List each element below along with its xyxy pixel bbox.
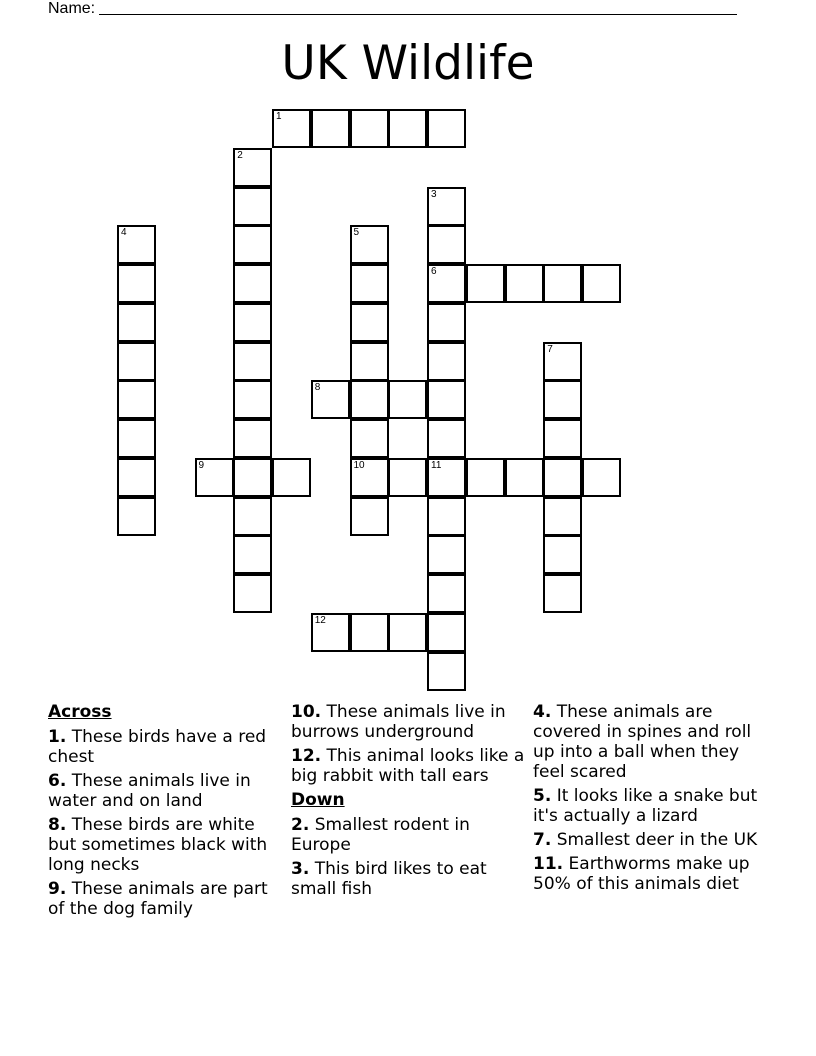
grid-cell[interactable] (466, 264, 505, 303)
grid-cell[interactable] (543, 458, 582, 497)
clue-number: 10 (353, 459, 365, 471)
clue-across-8: 8. These birds are white but sometimes black with long necks (48, 815, 268, 875)
clue-down-11: 11. Earthworms make up 50% of this animals diet (533, 854, 750, 894)
grid-cell[interactable] (233, 497, 272, 536)
grid-cell[interactable] (427, 342, 466, 381)
grid-cell[interactable] (233, 187, 272, 226)
grid-cell[interactable] (117, 342, 156, 381)
grid-cell[interactable] (350, 458, 389, 497)
grid-cell[interactable] (543, 535, 582, 574)
grid-cell[interactable] (427, 652, 466, 691)
grid-cell[interactable] (272, 109, 311, 148)
clue-number: 11 (431, 459, 442, 471)
grid-cell[interactable] (195, 458, 234, 497)
clue-number: 4 (121, 227, 127, 239)
clue-down-2: 2. Smallest rodent in Europe (291, 815, 470, 855)
grid-cell[interactable] (233, 342, 272, 381)
grid-cell[interactable] (233, 264, 272, 303)
clue-down-3: 3. This bird likes to eat small fish (291, 859, 487, 899)
clues-column-2 (291, 702, 531, 903)
grid-cell[interactable] (427, 264, 466, 303)
grid-cell[interactable] (233, 574, 272, 613)
grid-cell[interactable] (350, 225, 389, 264)
grid-cell[interactable] (427, 109, 466, 148)
grid-cell[interactable] (233, 148, 272, 187)
grid-cell[interactable] (427, 458, 466, 497)
clue-number: 8 (314, 382, 321, 394)
grid-cell[interactable] (117, 419, 156, 458)
grid-cell[interactable] (543, 419, 582, 458)
clue-across-12: 12. This animal looks like a big rabbit with tall ears (291, 746, 525, 786)
grid-cell[interactable] (233, 303, 272, 342)
clue-down-4: 4. These animals are covered in spines and roll up into a ball when they feel scared (533, 702, 752, 782)
clue-number: 9 (198, 459, 205, 471)
grid-cell[interactable] (117, 380, 156, 419)
grid-cell[interactable] (543, 574, 582, 613)
clue-across-9: 9. These animals are part of the dog family (48, 879, 268, 919)
grid-cell[interactable] (427, 613, 466, 652)
across-heading: Across (48, 702, 112, 722)
clues-column-1 (48, 702, 278, 923)
clue-number: 12 (314, 614, 326, 626)
grid-cell[interactable] (582, 458, 621, 497)
grid-cell[interactable] (350, 419, 389, 458)
clue-number: 2 (237, 149, 243, 161)
name-field[interactable] (48, 0, 748, 20)
grid-cell[interactable] (350, 264, 389, 303)
clue-number: 1 (276, 111, 282, 122)
grid-cell[interactable] (233, 380, 272, 419)
grid-cell[interactable] (505, 458, 544, 497)
grid-cell[interactable] (272, 458, 311, 497)
name-underline[interactable] (99, 0, 737, 15)
name-label: Name: (48, 0, 96, 17)
grid-cell[interactable] (388, 380, 427, 419)
grid-cell[interactable] (311, 613, 350, 652)
grid-cell[interactable] (117, 458, 156, 497)
grid-cell[interactable] (117, 225, 156, 264)
clue-across-10: 10. These animals live in burrows underground (291, 702, 506, 742)
clue-number: 7 (547, 343, 553, 355)
grid-cell[interactable] (233, 535, 272, 574)
grid-cell[interactable] (350, 380, 389, 419)
grid-cell[interactable] (466, 458, 505, 497)
grid-cell[interactable] (233, 419, 272, 458)
grid-cell[interactable] (311, 380, 350, 419)
grid-cell[interactable] (117, 303, 156, 342)
grid-cell[interactable] (233, 458, 272, 497)
grid-cell[interactable] (350, 613, 389, 652)
grid-cell[interactable] (350, 342, 389, 381)
grid-cell[interactable] (427, 380, 466, 419)
grid-cell[interactable] (543, 497, 582, 536)
grid-cell[interactable] (311, 109, 350, 148)
grid-cell[interactable] (505, 264, 544, 303)
grid-cell[interactable] (117, 497, 156, 536)
grid-cell[interactable] (543, 380, 582, 419)
grid-cell[interactable] (427, 303, 466, 342)
grid-cell[interactable] (543, 342, 582, 381)
clue-across-6: 6. These animals live in water and on land (48, 771, 251, 811)
puzzle-title: UK Wildlife (281, 36, 535, 91)
grid-cell[interactable] (427, 225, 466, 264)
grid-cell[interactable] (350, 303, 389, 342)
grid-cell[interactable] (388, 109, 427, 148)
clue-down-7: 7. Smallest deer in the UK (533, 830, 758, 850)
clue-across-1: 1. These birds have a red chest (48, 727, 267, 767)
clue-down-5: 5. It looks like a snake but it's actually a lizard (533, 786, 758, 826)
grid-cell[interactable] (233, 225, 272, 264)
grid-cell[interactable] (427, 419, 466, 458)
grid-cell[interactable] (350, 497, 389, 536)
down-heading: Down (291, 790, 345, 810)
grid-cell[interactable] (427, 535, 466, 574)
grid-cell[interactable] (388, 458, 427, 497)
grid-cell[interactable] (350, 109, 389, 148)
grid-cell[interactable] (543, 264, 582, 303)
clue-number: 3 (431, 188, 437, 200)
grid-cell[interactable] (117, 264, 156, 303)
grid-cell[interactable] (582, 264, 621, 303)
clue-number: 6 (431, 266, 437, 277)
grid-cell[interactable] (427, 497, 466, 536)
clue-number: 5 (353, 227, 360, 239)
grid-cell[interactable] (388, 613, 427, 652)
grid-cell[interactable] (427, 187, 466, 226)
grid-cell[interactable] (427, 574, 466, 613)
clues-column-3 (533, 702, 763, 898)
